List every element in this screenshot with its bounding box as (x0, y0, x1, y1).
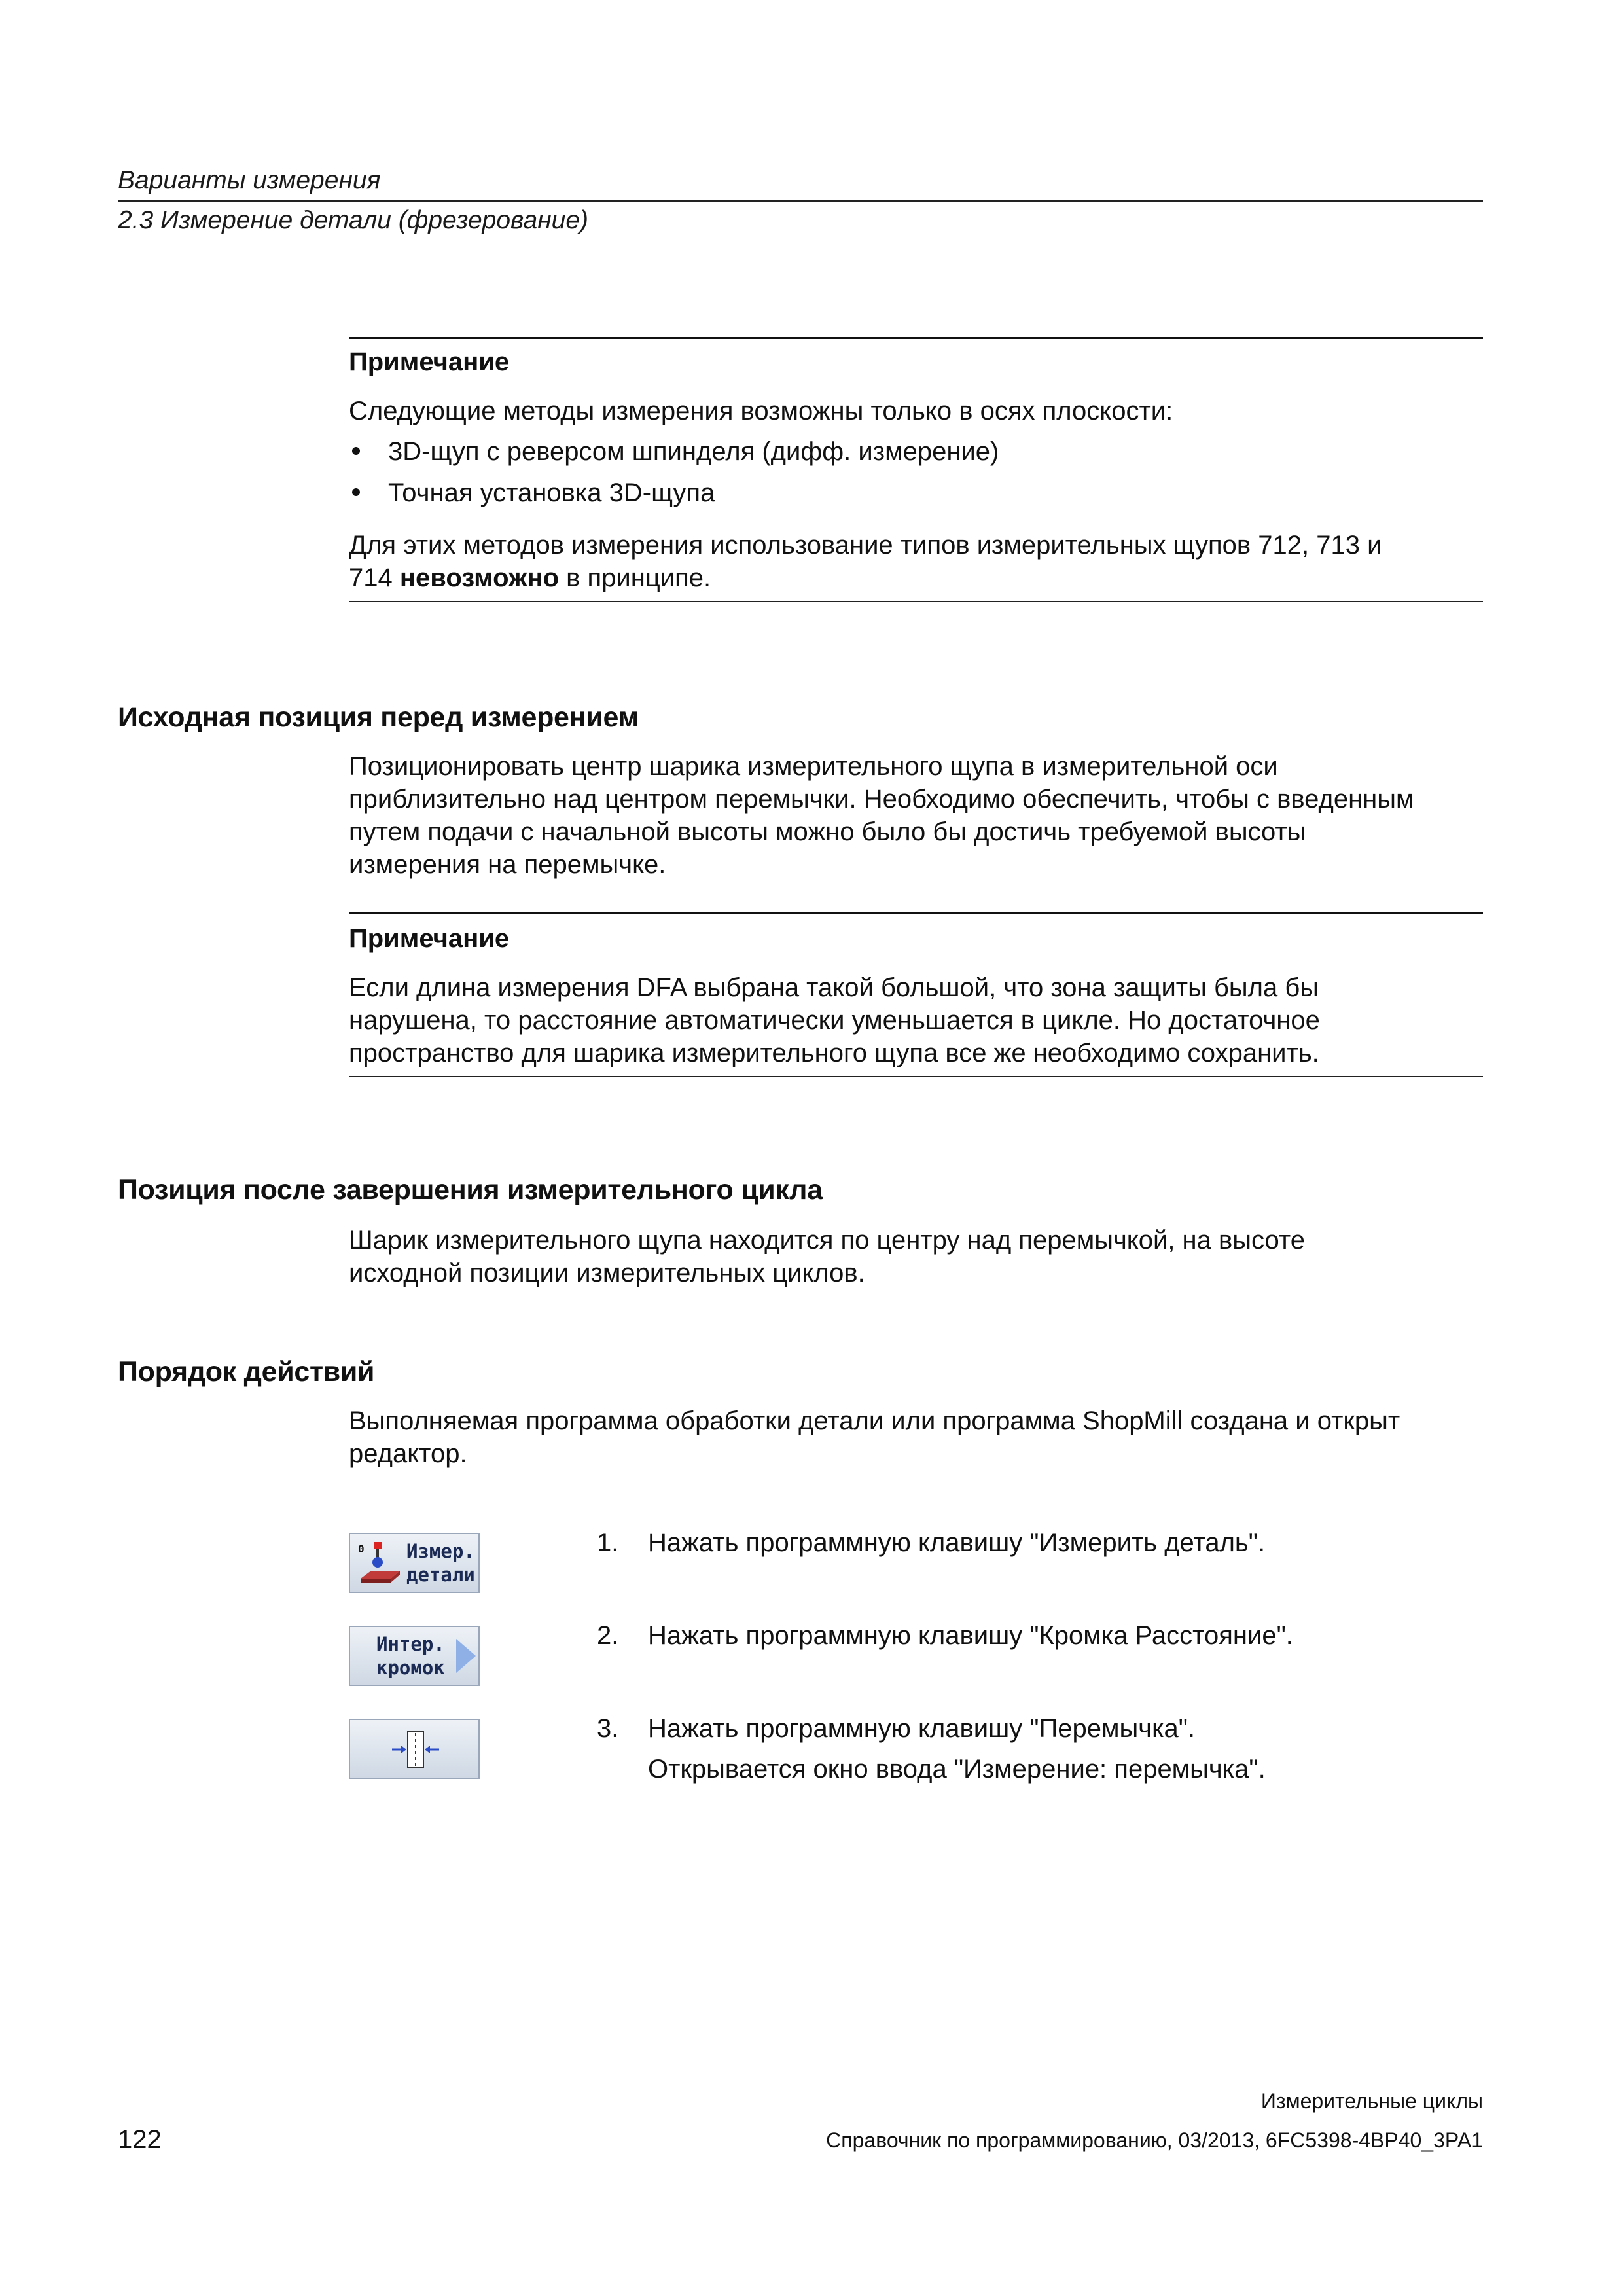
web-measure-icon (389, 1729, 442, 1770)
header-chapter: Варианты измерения (118, 166, 381, 194)
step-3-subtext: Открывается окно ввода "Измерение: перемычка". (648, 1755, 1266, 1784)
note1-text-line1: Для этих методов измерения использование типов измерительных щупов 712, 713 и (349, 531, 1382, 560)
footer-reference: Справочник по программированию, 03/2013, 6FC5398-4BP40_3PA1 (826, 2128, 1483, 2152)
start-line-2: приблизительно над центром перемычки. Необходимо обеспечить, чтобы с введенным (349, 785, 1414, 814)
softkey-measure-workpiece[interactable] (349, 1533, 480, 1593)
note1-title: Примечание (349, 348, 510, 376)
note2-top-rule (349, 912, 1483, 914)
softkey-2-label-line1: Интер. (376, 1633, 445, 1655)
end-line-2: исходной позиции измерительных циклов. (349, 1259, 865, 1287)
arrow-right-icon (455, 1638, 477, 1674)
svg-text:0: 0 (358, 1543, 365, 1555)
softkey-web[interactable] (349, 1719, 480, 1779)
softkey-1-label-line1: Измер. (406, 1540, 475, 1562)
page-number: 122 (118, 2125, 162, 2154)
note1-text-pre: 714 (349, 564, 400, 592)
note2-bottom-rule (349, 1076, 1483, 1077)
heading-procedure: Порядок действий (118, 1356, 375, 1388)
step-3-text: Нажать программную клавишу "Перемычка". (648, 1714, 1196, 1743)
note1-text-emphasis: невозможно (399, 564, 560, 592)
heading-start-position: Исходная позиция перед измерением (118, 702, 639, 733)
note2-line-2: нарушена, то расстояние автоматически уменьшается в цикле. Но достаточное (349, 1006, 1320, 1035)
step-1-text: Нажать программную клавишу "Измерить деталь". (648, 1528, 1266, 1557)
bullet-dot (352, 488, 360, 496)
footer-title: Измерительные циклы (1260, 2089, 1483, 2113)
softkey-edge-distance[interactable] (349, 1626, 480, 1686)
start-line-1: Позиционировать центр шарика измерительного щупа в измерительной оси (349, 752, 1278, 781)
step-2-text: Нажать программную клавишу "Кромка Расстояние". (648, 1621, 1293, 1650)
bullet-dot (352, 447, 360, 455)
note1-top-rule (349, 337, 1483, 339)
start-line-3: путем подачи с начальной высоты можно было бы достичь требуемой высоты (349, 817, 1306, 846)
proc-line-1: Выполняемая программа обработки детали или программа ShopMill создана и открыт (349, 1407, 1400, 1435)
header-section: 2.3 Измерение детали (фрезерование) (118, 206, 589, 234)
note2-line-3: пространство для шарика измерительного щупа все же необходимо сохранить. (349, 1039, 1319, 1067)
step-3-number: 3. (597, 1714, 619, 1743)
end-line-1: Шарик измерительного щупа находится по центру над перемычкой, на высоте (349, 1226, 1305, 1255)
start-line-4: измерения на перемычке. (349, 850, 666, 879)
note1-intro: Следующие методы измерения возможны только в осях плоскости: (349, 397, 1173, 425)
probe-workpiece-icon (357, 1541, 402, 1587)
step-1-number: 1. (597, 1528, 619, 1557)
header-rule (118, 200, 1483, 202)
heading-end-position: Позиция после завершения измерительного цикла (118, 1174, 823, 1206)
proc-line-2: редактор. (349, 1439, 467, 1468)
softkey-1-label-line2: детали (406, 1564, 475, 1586)
note1-bullet-1: 3D-щуп с реверсом шпинделя (дифф. измерение) (388, 437, 999, 466)
note1-text-line2 (349, 562, 711, 594)
note1-bullet-2: Точная установка 3D-щупа (388, 478, 715, 507)
note1-bottom-rule (349, 601, 1483, 602)
step-2-number: 2. (597, 1621, 619, 1650)
note1-text-post: в принципе. (559, 564, 711, 592)
softkey-2-label-line2: кромок (376, 1657, 445, 1679)
note2-line-1: Если длина измерения DFA выбрана такой большой, что зона защиты была бы (349, 973, 1319, 1002)
note2-title: Примечание (349, 924, 510, 953)
